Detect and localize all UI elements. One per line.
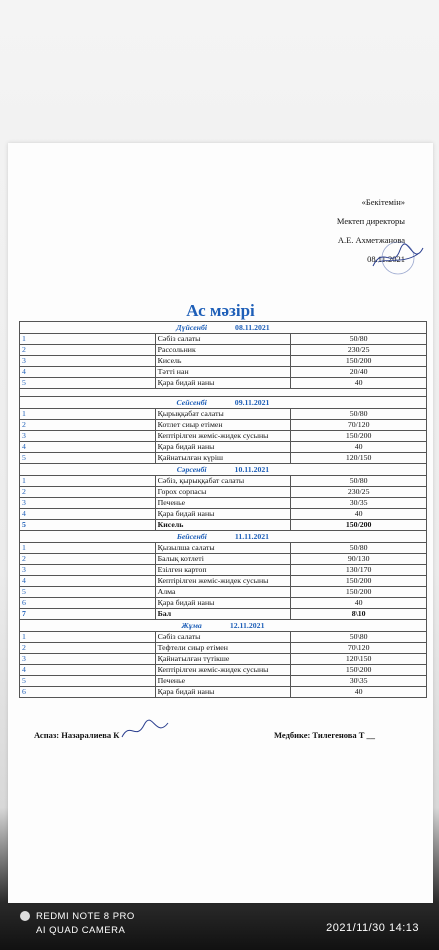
item-portion: 40 <box>291 378 427 389</box>
menu-row <box>20 576 427 587</box>
item-name: Сәбіз, қырыққабат салаты <box>155 476 291 487</box>
menu-row <box>20 687 427 698</box>
item-portion: 8\10 <box>291 609 427 620</box>
item-portion: 40 <box>291 687 427 698</box>
approval-date: 08.11.2021 <box>367 254 405 264</box>
item-number: 7 <box>20 609 156 620</box>
item-number: 1 <box>20 476 156 487</box>
item-portion: 150/200 <box>291 520 427 531</box>
day-header <box>20 464 427 476</box>
item-name: Кисель <box>155 356 291 367</box>
item-number: 4 <box>20 665 156 676</box>
item-portion: 120/150 <box>291 453 427 464</box>
item-number: 2 <box>20 345 156 356</box>
item-number: 2 <box>20 554 156 565</box>
item-portion: 50/80 <box>291 409 427 420</box>
menu-row <box>20 431 427 442</box>
menu-row <box>20 409 427 420</box>
menu-row <box>20 554 427 565</box>
item-portion: 150/200 <box>291 431 427 442</box>
item-name: Қара бидай наны <box>155 687 291 698</box>
item-name: Қара бидай наны <box>155 442 291 453</box>
item-name: Сәбіз салаты <box>155 632 291 643</box>
item-number: 3 <box>20 431 156 442</box>
cook-signature <box>120 719 170 743</box>
item-portion: 150/200 <box>291 587 427 598</box>
item-number: 1 <box>20 632 156 643</box>
item-number: 3 <box>20 498 156 509</box>
item-portion: 150/200 <box>291 356 427 367</box>
item-number: 4 <box>20 367 156 378</box>
item-name: Кептірілген жеміс-жидек сусыны <box>155 576 291 587</box>
item-name: Кептірілген жеміс-жидек сусыны <box>155 665 291 676</box>
approval-name: А.Е. Ахметжанова <box>337 235 405 245</box>
item-name: Қайнатылған түтікше <box>155 654 291 665</box>
day-date: 11.11.2021 <box>234 531 270 541</box>
item-number: 6 <box>20 598 156 609</box>
item-number: 5 <box>20 587 156 598</box>
day-date: 12.11.2021 <box>229 620 265 630</box>
item-name: Бал <box>155 609 291 620</box>
day-name: Сейсенбі <box>176 397 207 407</box>
item-name: Қызылша салаты <box>155 543 291 554</box>
day-date: 08.11.2021 <box>235 322 270 332</box>
item-portion: 70\120 <box>291 643 427 654</box>
item-name: Қырыққабат салаты <box>155 409 291 420</box>
item-portion: 90/130 <box>291 554 427 565</box>
item-portion: 150/200 <box>291 576 427 587</box>
day-date: 09.11.2021 <box>234 397 270 407</box>
menu-row <box>20 520 427 531</box>
item-name: Езілген картоп <box>155 565 291 576</box>
item-portion: 30/35 <box>291 498 427 509</box>
menu-row <box>20 378 427 389</box>
director-signature <box>368 240 428 276</box>
item-number: 2 <box>20 487 156 498</box>
menu-row <box>20 643 427 654</box>
item-name: Горох сорпасы <box>155 487 291 498</box>
photo-timestamp: 2021/11/30 14:13 <box>326 922 419 934</box>
menu-row <box>20 665 427 676</box>
menu-row <box>20 476 427 487</box>
approval-position: Мектеп директоры <box>336 216 405 226</box>
item-name: Қара бидай наны <box>155 598 291 609</box>
day-header <box>20 397 427 409</box>
item-portion: 50/80 <box>291 543 427 554</box>
menu-row <box>20 565 427 576</box>
menu-row <box>20 676 427 687</box>
item-number: 4 <box>20 509 156 520</box>
item-portion: 150\200 <box>291 665 427 676</box>
item-number: 4 <box>20 442 156 453</box>
item-portion: 120\150 <box>291 654 427 665</box>
item-portion: 50\80 <box>291 632 427 643</box>
item-name: Тефтели сиыр етімен <box>155 643 291 654</box>
item-number: 5 <box>20 676 156 687</box>
item-number: 3 <box>20 565 156 576</box>
approval-heading: «Бекітемін» <box>361 197 405 207</box>
item-portion: 40 <box>291 598 427 609</box>
item-number: 5 <box>20 520 156 531</box>
item-number: 2 <box>20 420 156 431</box>
day-date: 10.11.2021 <box>234 464 270 474</box>
item-name: Печенье <box>155 676 291 687</box>
camera-model: REDMI NOTE 8 PRO <box>36 911 135 922</box>
item-portion: 30\35 <box>291 676 427 687</box>
menu-row <box>20 334 427 345</box>
item-portion: 40 <box>291 509 427 520</box>
menu-table <box>19 321 427 698</box>
menu-row <box>20 543 427 554</box>
item-portion: 130/170 <box>291 565 427 576</box>
day-spacer <box>20 389 427 397</box>
item-number: 4 <box>20 576 156 587</box>
menu-row <box>20 587 427 598</box>
menu-row <box>20 356 427 367</box>
item-portion: 230/25 <box>291 487 427 498</box>
menu-document <box>8 143 433 903</box>
item-number: 3 <box>20 654 156 665</box>
day-name: Сәрсенбі <box>176 464 207 474</box>
page-title: Ас мәзірі <box>186 301 255 320</box>
day-name: Бейсенбі <box>176 531 207 541</box>
day-header <box>20 531 427 543</box>
menu-row <box>20 632 427 643</box>
item-portion: 70/120 <box>291 420 427 431</box>
item-name: Сәбіз салаты <box>155 334 291 345</box>
menu-row <box>20 420 427 431</box>
camera-logo-icon <box>20 911 30 921</box>
menu-row <box>20 509 427 520</box>
item-name: Қара бидай наны <box>155 378 291 389</box>
item-name: Кептірілген жеміс-жидек сусыны <box>155 431 291 442</box>
item-number: 5 <box>20 378 156 389</box>
item-portion: 50/80 <box>291 334 427 345</box>
item-portion: 230/25 <box>291 345 427 356</box>
item-name: Рассольник <box>155 345 291 356</box>
menu-row <box>20 609 427 620</box>
item-portion: 20/40 <box>291 367 427 378</box>
nurse-name: Медбике: Тилегенова Т __ <box>274 730 376 740</box>
day-header <box>20 620 427 632</box>
item-name: Котлет сиыр етімен <box>155 420 291 431</box>
item-name: Печенье <box>155 498 291 509</box>
item-name: Тәтті нан <box>155 367 291 378</box>
item-name: Қара бидай наны <box>155 509 291 520</box>
menu-row <box>20 345 427 356</box>
day-header <box>20 322 427 334</box>
day-name: Дүйсенбі <box>176 322 208 332</box>
item-number: 1 <box>20 543 156 554</box>
item-portion: 50/80 <box>291 476 427 487</box>
item-number: 2 <box>20 643 156 654</box>
camera-watermark <box>20 910 135 938</box>
item-number: 5 <box>20 453 156 464</box>
menu-row <box>20 498 427 509</box>
item-number: 1 <box>20 409 156 420</box>
item-number: 3 <box>20 356 156 367</box>
menu-row <box>20 367 427 378</box>
menu-row <box>20 453 427 464</box>
menu-row <box>20 487 427 498</box>
item-number: 1 <box>20 334 156 345</box>
menu-row <box>20 598 427 609</box>
camera-sub: AI QUAD CAMERA <box>36 925 126 936</box>
item-number: 6 <box>20 687 156 698</box>
item-portion: 40 <box>291 442 427 453</box>
item-name: Алма <box>155 587 291 598</box>
item-name: Кисель <box>155 520 291 531</box>
menu-row <box>20 654 427 665</box>
day-name: Жұма <box>181 620 202 630</box>
item-name: Балық котлеті <box>155 554 291 565</box>
menu-row <box>20 442 427 453</box>
item-name: Қайнатылған күріш <box>155 453 291 464</box>
cook-name: Аспаз: Назаралиева К <box>34 730 120 740</box>
